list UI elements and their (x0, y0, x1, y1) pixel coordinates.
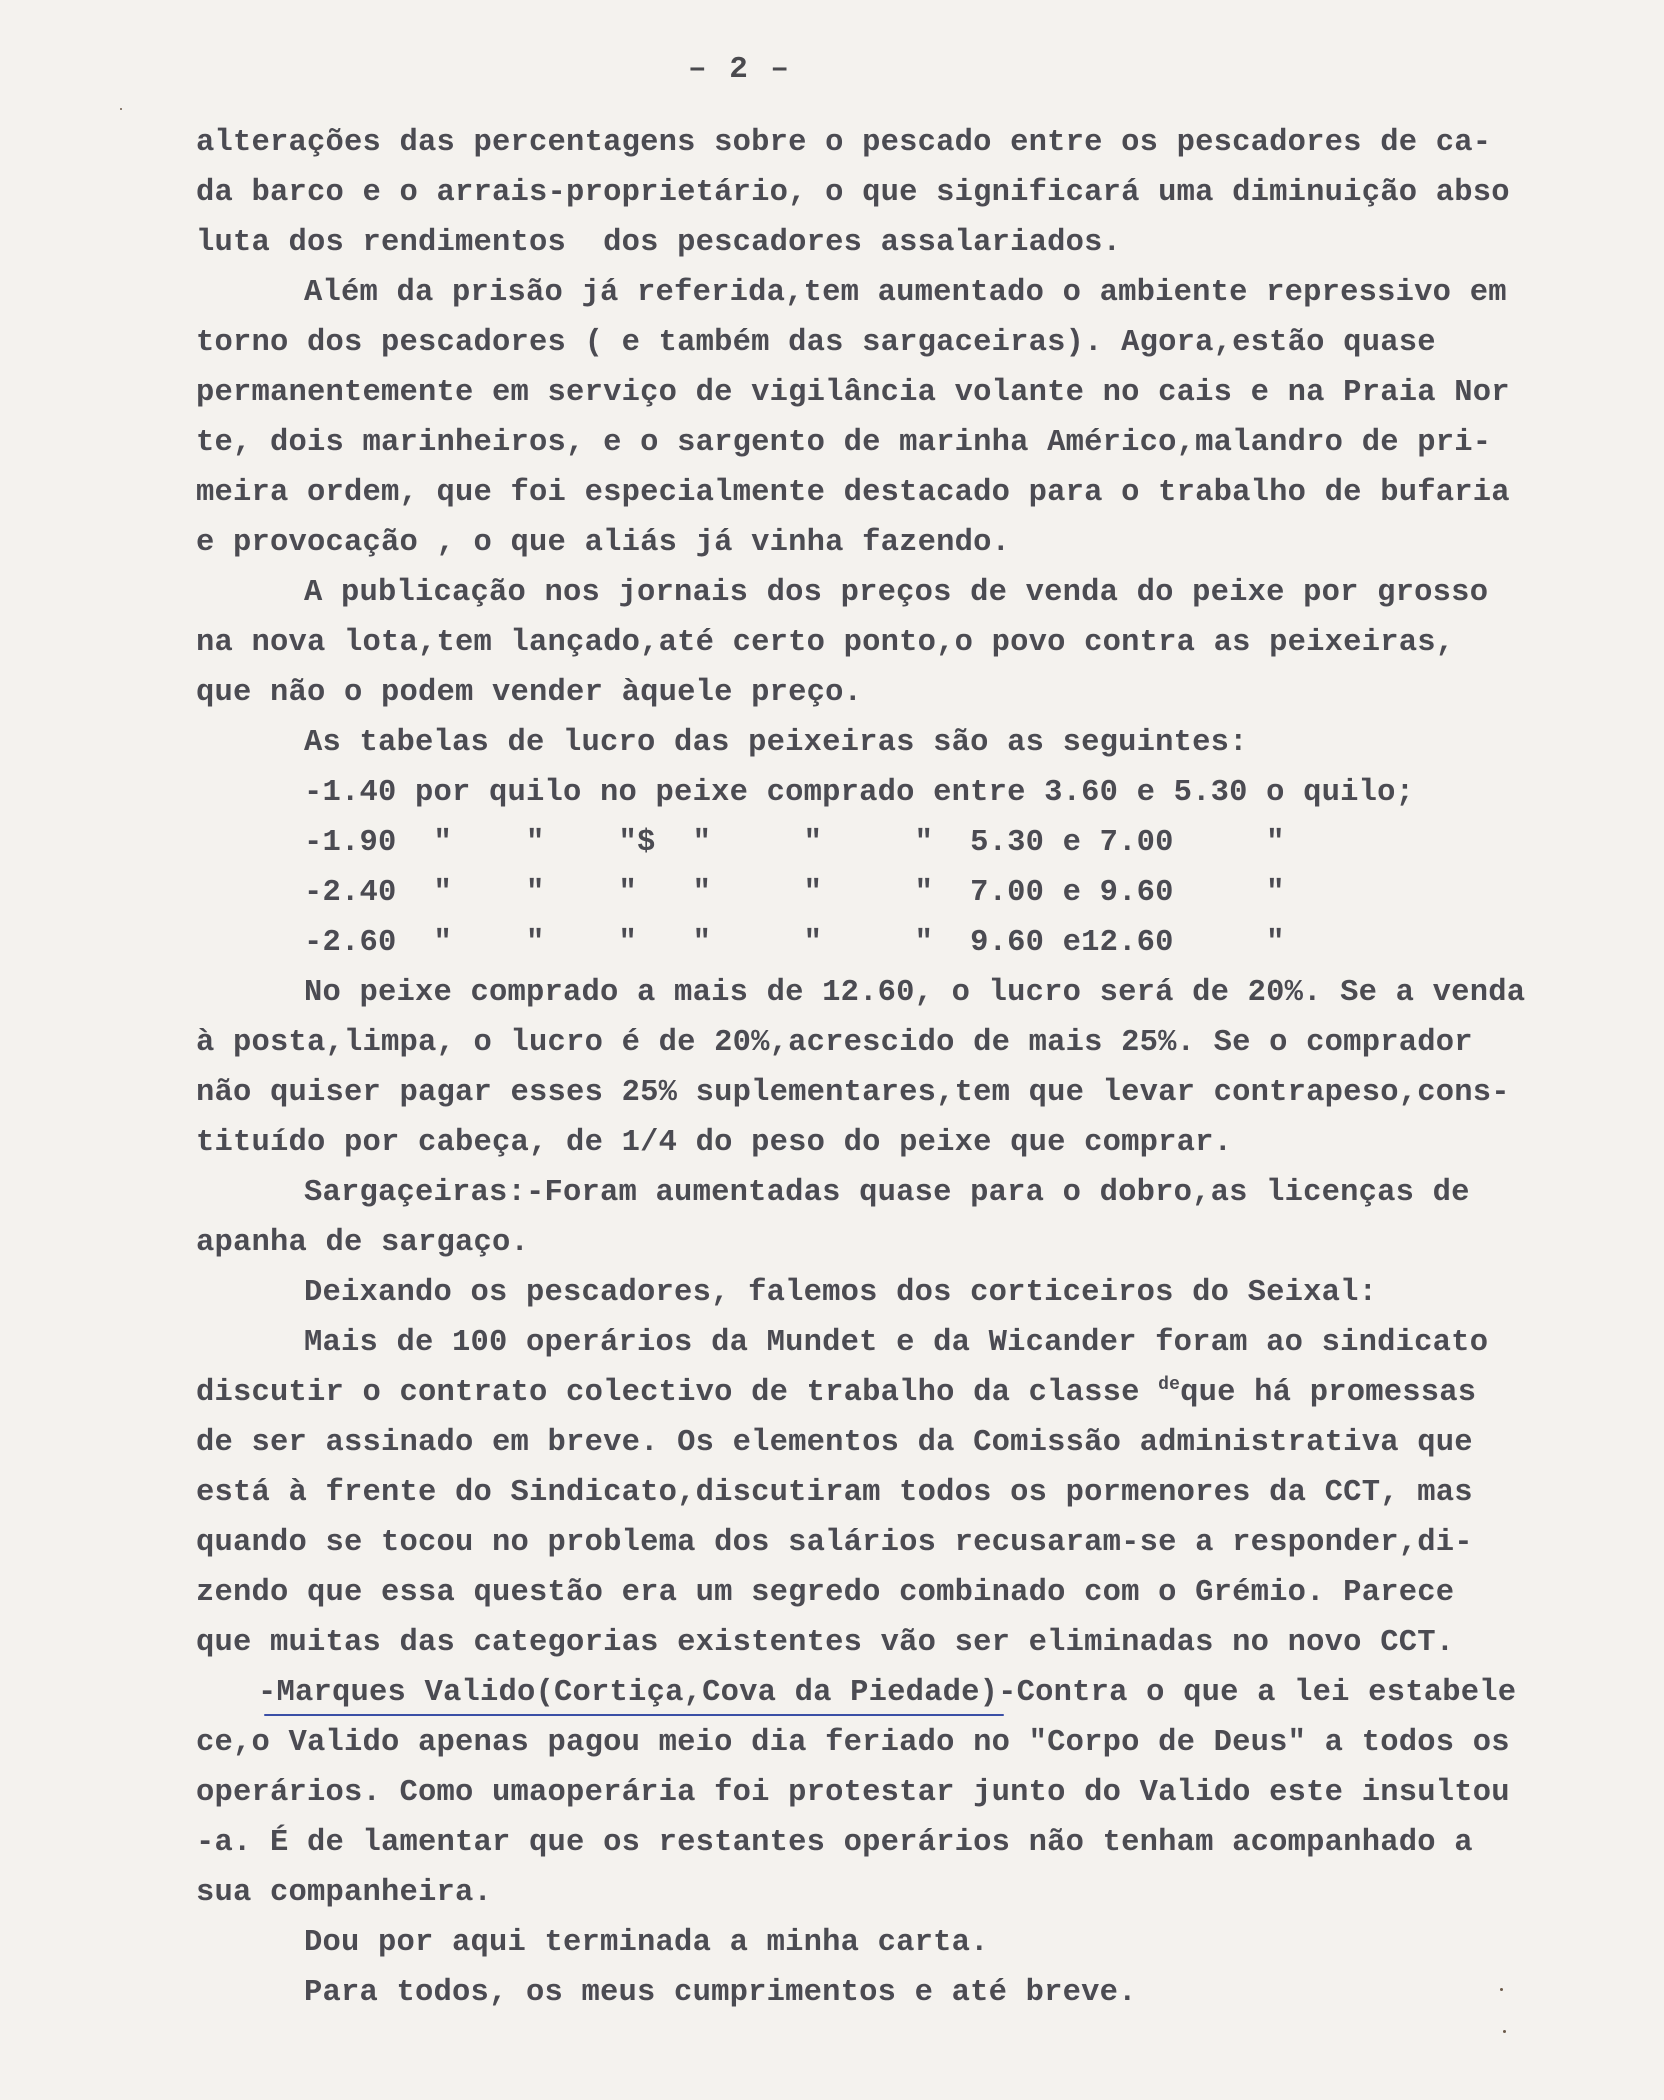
text-line (196, 1368, 1646, 1418)
table-row: -1.90 " " "$ " " " 5.30 e 7.00 " (304, 826, 1285, 860)
text-line: No peixe comprado a mais de 12.60, o lucro será de 20%. Se a venda (304, 976, 1526, 1010)
text-line: operários. Como umaoperária foi protestar junto do Valido este insultou (196, 1776, 1510, 1810)
text-line: que muitas das categorias existentes vão ser eliminadas no novo CCT. (196, 1626, 1455, 1660)
text-line: à posta,limpa, o lucro é de 20%,acrescido de mais 25%. Se o comprador (196, 1026, 1473, 1060)
paper-speck (120, 108, 122, 110)
table-row: -2.60 " " " " " " 9.60 e12.60 " (304, 926, 1285, 960)
text-line: permanentemente em serviço de vigilância volante no cais e na Praia Nor (196, 376, 1510, 410)
text-line: Para todos, os meus cumprimentos e até breve. (304, 1976, 1137, 2010)
text-line: zendo que essa questão era um segredo combinado com o Grémio. Parece (196, 1576, 1455, 1610)
text-line: alterações das percentagens sobre o pescado entre os pescadores de ca- (196, 126, 1492, 160)
text-line: que não o podem vender àquele preço. (196, 676, 863, 710)
text-line: apanha de sargaço. (196, 1226, 530, 1260)
text-line: não quiser pagar esses 25% suplementares,tem que levar contrapeso,cons- (196, 1076, 1510, 1110)
text-line: luta dos rendimentos dos pescadores assalariados. (196, 226, 1122, 260)
text-line: A publicação nos jornais dos preços de venda do peixe por grosso (304, 576, 1489, 610)
text-line: Dou por aqui terminada a minha carta. (304, 1926, 989, 1960)
page-number: – 2 – (688, 52, 792, 87)
underlined-company-name: -Marques Valido(Cortiça,Cova da Piedade) (258, 1668, 998, 1718)
text-line: Mais de 100 operários da Mundet e da Wicander foram ao sindicato (304, 1326, 1489, 1360)
text-line: tituído por cabeça, de 1/4 do peso do peixe que comprar. (196, 1126, 1233, 1160)
text-span: -Contra o que a lei estabele (998, 1676, 1517, 1710)
text-line: na nova lota,tem lançado,até certo ponto,o povo contra as peixeiras, (196, 626, 1455, 660)
text-line: ce,o Valido apenas pagou meio dia feriado no "Corpo de Deus" a todos os (196, 1726, 1510, 1760)
text-line: Sargaçeiras:-Foram aumentadas quase para o dobro,as licenças de (304, 1176, 1470, 1210)
text-line (196, 1668, 1646, 1718)
text-line: meira ordem, que foi especialmente destacado para o trabalho de bufaria (196, 476, 1510, 510)
text-line: torno dos pescadores ( e também das sargaceiras). Agora,estão quase (196, 326, 1436, 360)
table-row: -2.40 " " " " " " 7.00 e 9.60 " (304, 876, 1285, 910)
text-line: Além da prisão já referida,tem aumentado o ambiente repressivo em (304, 276, 1507, 310)
text-line: de ser assinado em breve. Os elementos da Comissão administrativa que (196, 1426, 1473, 1460)
text-line: Deixando os pescadores, falemos dos corticeiros do Seixal: (304, 1276, 1378, 1310)
table-intro: As tabelas de lucro das peixeiras são as seguintes: (304, 726, 1248, 760)
text-line: te, dois marinheiros, e o sargento de marinha Américo,malandro de pri- (196, 426, 1492, 460)
text-line: -a. É de lamentar que os restantes operários não tenham acompanhado a (196, 1826, 1473, 1860)
letter-body (196, 118, 1646, 2018)
text-span: discutir o contrato colectivo de trabalho da classe (196, 1376, 1159, 1410)
superscript: de (1158, 1374, 1181, 1395)
text-line: está à frente do Sindicato,discutiram todos os pormenores da CCT, mas (196, 1476, 1473, 1510)
text-span: que há promessas (1180, 1376, 1477, 1410)
paper-speck (1500, 1988, 1503, 1991)
text-line: sua companheira. (196, 1876, 493, 1910)
text-line: quando se tocou no problema dos salários recusaram-se a responder,di- (196, 1526, 1473, 1560)
text-line: e provocação , o que aliás já vinha fazendo. (196, 526, 1011, 560)
text-line: da barco e o arrais-proprietário, o que significará uma diminuição abso (196, 176, 1510, 210)
paper-speck (1503, 2030, 1506, 2033)
table-row: -1.40 por quilo no peixe comprado entre 3.60 e 5.30 o quilo; (304, 776, 1415, 810)
